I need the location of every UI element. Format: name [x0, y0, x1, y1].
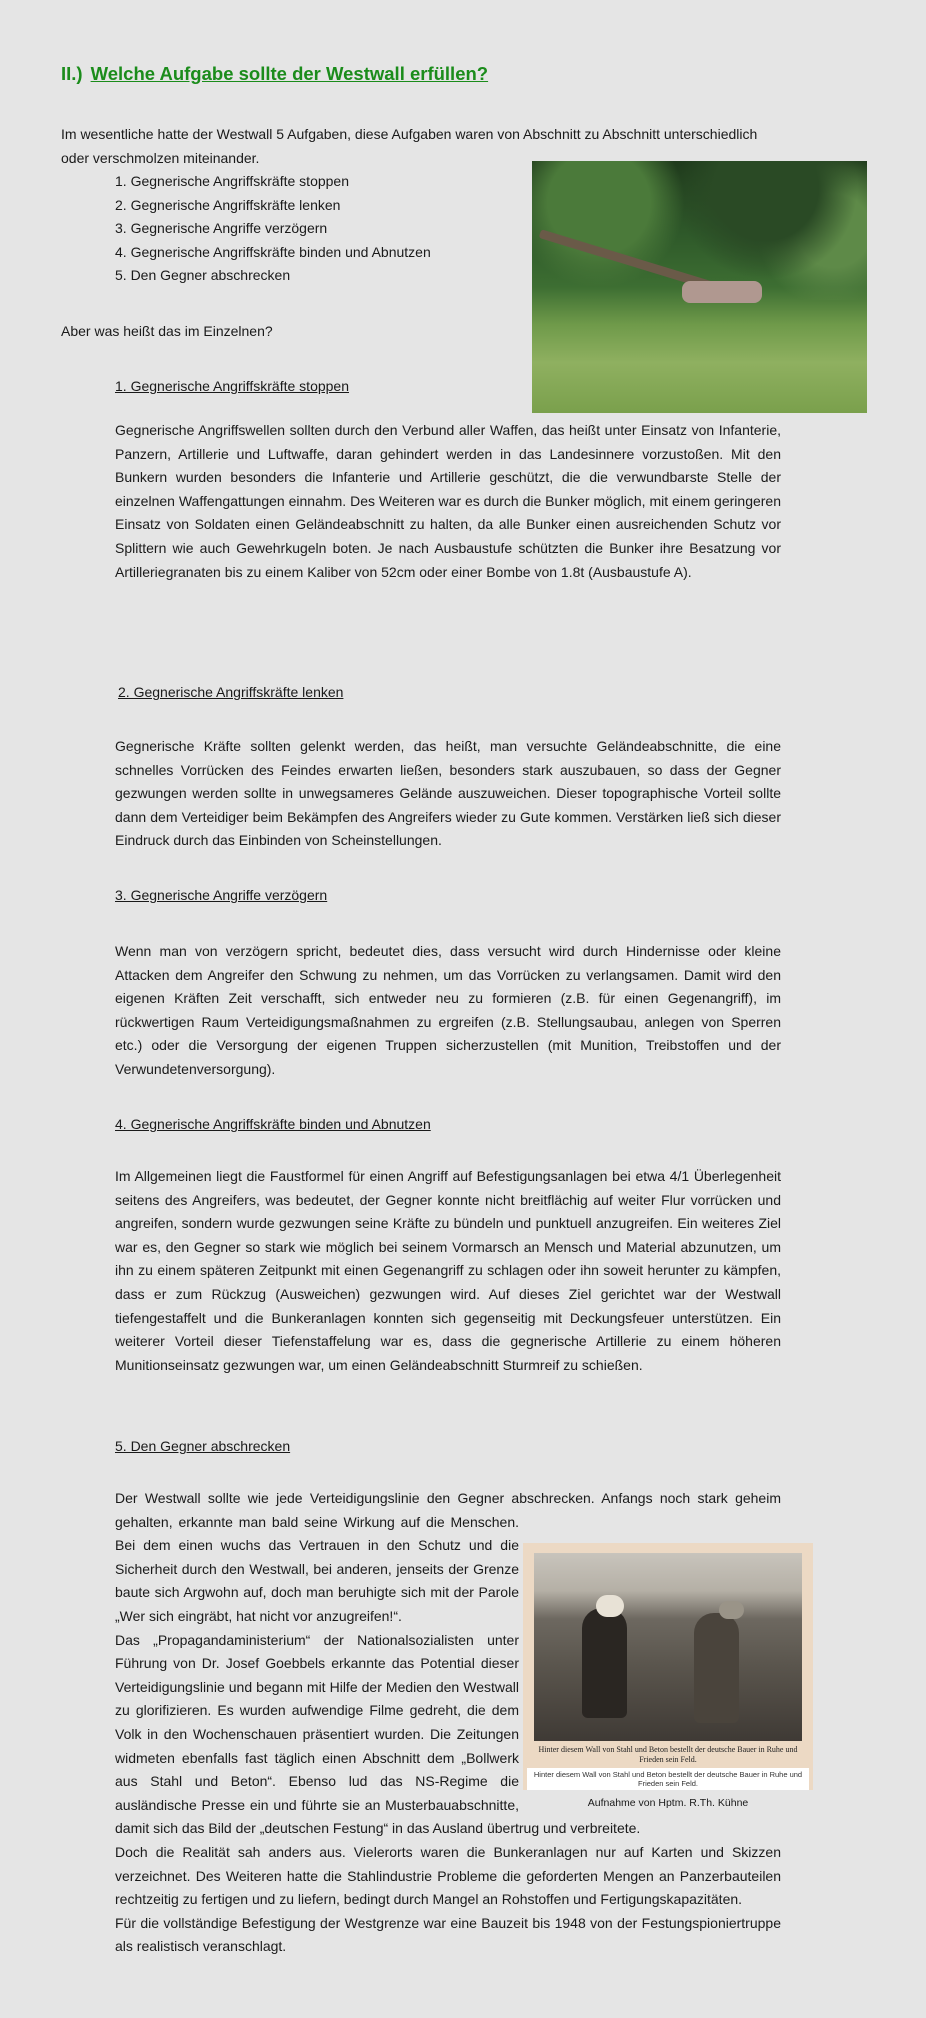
intro-text: Im wesentliche hatte der Westwall 5 Aufgaben, diese Aufgaben waren von Abschnitt zu Abschnitt unterschiedlich oder verschmolzen miteinander. [61, 126, 758, 166]
farmers-photo-figure [523, 1543, 813, 1810]
section-heading-5: 5. Den Gegner abschrecken [115, 1438, 291, 1454]
task-list [115, 170, 431, 288]
list-item: 4. Gegnerische Angriffskräfte binden und Abnutzen [115, 243, 431, 260]
section-heading-4: 4. Gegnerische Angriffskräfte binden und Abnutzen [115, 1116, 431, 1132]
title-number: II.) [61, 63, 83, 84]
paragraph: Doch die Realität sah anders aus. Vielerorts waren die Bunkeranlagen nur auf Karten und Skizzen verzeichnet. Des Weiteren hatte die Stahlindustrie Probleme die geforderten Mengen an Panzerbauteilen rechtzeitig zu fertigen und zu liefern, bedingt durch Mangel an Rohstoffen und Fertigungskapazitäten. [115, 1843, 781, 1908]
paragraph: Gegnerische Kräfte sollten gelenkt werden, das heißt, man versuchte Geländeabschnitte, die eine schnelles Vorrücken des Feindes erwarten ließen, besonders stark auszubauen, so dass der Gegner gezwungen werden sollte in unwegsameres Gelände auszuweichen. Dieser topographische Vorteil sollte dann dem Verteidiger beim Bekämpfen des Angreifers wieder zu Gute kommen. Verstärken ließ sich dieser Eindruck durch das Einbinden von Scheinstellungen. [115, 738, 781, 849]
paragraph: Wenn man von verzögern spricht, bedeutet dies, dass versucht wird durch Hindernisse oder kleine Attacken dem Angreifer den Schwung zu nehmen, um das Vorrücken zu verlangsamen. Damit wird den eigenen Kräften Zeit verschafft, sich entweder neu zu formieren (z.B. für einen Gegenangriff), im rückwertigen Raum Verteidigungsmaßnahmen zu ergreifen (z.B. Stellungsaubau, anlegen von Sperren etc.) oder die Versorgung der eigenen Truppen sicherzustellen (mit Munition, Treibstoffen und der Verwundetenversorgung). [115, 943, 781, 1077]
list-item: 1. Gegnerische Angriffskräfte stoppen [115, 173, 349, 189]
list-item: 3. Gegnerische Angriffe verzögern [115, 220, 328, 237]
list-item: 2. Gegnerische Angriffskräfte lenken [115, 196, 341, 213]
page-title [61, 62, 488, 86]
photo-caption: Hinter diesem Wall von Stahl und Beton bestellt der deutsche Bauer in Ruhe und Frieden sein Feld. [527, 1768, 809, 1790]
section-paragraph-4 [115, 1165, 781, 1377]
farmers-photo [534, 1553, 802, 1741]
paragraph: Für die vollständige Befestigung der Westgrenze war eine Bauzeit bis 1948 von der Festungspioniertruppe als realistisch veranschlagt. [115, 1914, 781, 1955]
tank-ruin-photo [532, 161, 867, 413]
section-heading-1: 1. Gegnerische Angriffskräfte stoppen [115, 378, 349, 394]
paragraph: Der Westwall sollte wie jede Verteidigungslinie den Gegner abschrecken. Anfangs noch stark geheim gehalten, erkannte man bald seine Wirkung auf die Menschen. Bei dem einen wuchs das Vertrauen in den Schutz und die Sicherheit durch den Westwall, bei anderen, jenseits der Grenze baute sich Argwohn auf, doch man beruhigte sich mit der Parole „Wer sich eingräbt, hat nicht vor anzugreifen!“. [115, 1490, 781, 1624]
paragraph: Im Allgemeinen liegt die Faustformel für einen Angriff auf Befestigungsanlagen bei etwa 4/1 Überlegenheit seitens des Angreifers, was bedeutet, der Gegner konnte nicht breitflächig auf weiter Flur vorrücken und angreifen, sondern wurde gezwungen seine Kräfte zu bündeln und punktuell anzugreifen. Ein weiteres Ziel war es, den Gegner so stark wie möglich bei seinem Vormarsch an Mensch und Material abzunutzen, um ihn zu einem späteren Zeitpunkt mit einen Gegenangriff zu schlagen oder ihn soweit herunter zu kämpfen, dass er zum Rückzug (Ausweichen) gezwungen wird. Auf dieses Ziel gerichtet war der Westwall tiefengestaffelt und die Bunkeranlagen konnten sich gegenseitig mit Deckungsfeuer unterstützen. Ein weiterer Vorteil dieser Tiefenstaffelung war es, dass die gegnerische Artillerie zu einem höheren Munitionseinsatz gezwungen war, um einen Geländeabschnitt Sturmreif zu schießen. [115, 1168, 781, 1373]
section-paragraph-3 [115, 940, 781, 1082]
paragraph: Gegnerische Angriffswellen sollten durch den Verbund aller Waffen, das heißt unter Einsatz von Infanterie, Panzern, Artillerie und Luftwaffe, daran gehindert werden in das Landesinnere vorzustoßen. Mit den Bunkern wurden besonders die Infanterie und Artillerie geschützt, die die verwundbarste Stelle der einzelnen Waffengattungen einnahm. Des Weiteren war es durch die Bunker möglich, mit einem geringeren Einsatz von Soldaten einen Geländeabschnitt zu halten, da alle Bunker einen ausreichenden Schutz vor Splittern wie auch Gewehrkugeln boten. Je nach Ausbaustufe schützten die Bunker ihre Besatzung vor Artilleriegranaten bis zu einem Kaliber von 52cm oder einer Bombe von 1.8t (Ausbaustufe A). [115, 422, 781, 580]
section-paragraph-2 [115, 735, 781, 853]
photo-credit: Aufnahme von Hptm. R.Th. Kühne [587, 1797, 749, 1809]
section-heading-2: 2. Gegnerische Angriffskräfte lenken [118, 684, 344, 700]
section-heading-3: 3. Gegnerische Angriffe verzögern [115, 887, 328, 903]
fraktur-caption: Hinter diesem Wall von Stahl und Beton bestellt der deutsche Bauer in Ruhe und Frieden sein Feld. [538, 1745, 798, 1764]
paragraph: Das „Propagandaministerium“ der Nationalsozialisten unter Führung von Dr. Josef Goebbels erkannte das Potential dieser Verteidigungslinie und begann mit Hilfe der Medien den Westwall zu glorifizieren. Es wurden aufwendige Filme gedreht, die dem Volk in den Wochenschauen präsentiert wurden. Die Zeitungen widmeten ebenfalls fast täglich einen Abschnitt dem „Bollwerk aus Stahl und Beton“. Ebenso lud das NS-Regime die ausländische Presse ein und führte sie an Musterbauabschnitte, damit sich das Bild der „deutschen Festung“ in das Ausland übertrug und verbreitete. [115, 1631, 641, 1837]
list-item: 5. Den Gegner abschrecken [115, 267, 291, 284]
section-paragraph-1 [115, 419, 781, 584]
question-text: Aber was heißt das im Einzelnen? [61, 323, 273, 339]
title-text: Welche Aufgabe sollte der Westwall erfüllen? [90, 63, 489, 84]
